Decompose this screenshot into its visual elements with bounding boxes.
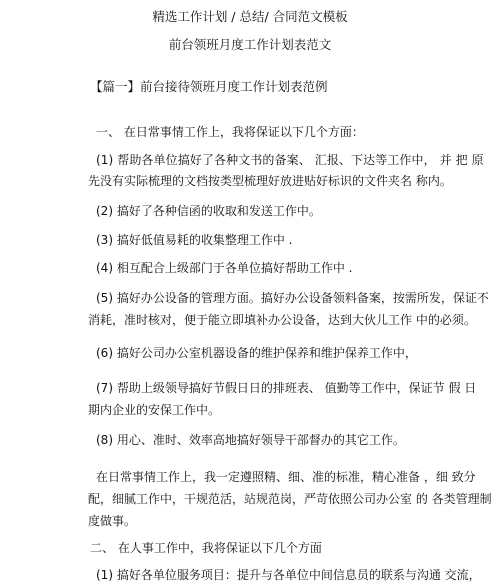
- paragraph-line: 二、 在人事工作中，我将保证以下几个方面: [90, 541, 322, 555]
- paragraph-line: 在日常事情工作上，我一定遵照精、细、准的标准，精心准备 ，细 致分: [96, 470, 476, 484]
- paragraph-line: (1) 搞好各单位服务项目：提升与各单位中间信息员的联系与沟通 交流，: [96, 568, 481, 582]
- paragraph-line: (7) 帮助上级领导搞好节假日日的排班表、 值勤等工作中，保证节 假 日: [96, 381, 477, 395]
- paragraph-line: 期内企业的安保工作中。: [88, 403, 221, 417]
- paragraph-line: (8) 用心、准时、效率高地搞好领导干部督办的其它工作。: [96, 433, 405, 447]
- paragraph-line: (2) 搞好了各种信函的收取和发送工作中。: [96, 204, 321, 218]
- paragraph-line: (5) 搞好办公设备的管理方面。搞好办公设备领料备案，按需所发，保证不: [96, 291, 489, 305]
- paragraph-line: 消耗，准时核对，便于能立即填补办公设备，达到大伙儿工作 中的必须。: [88, 313, 476, 327]
- paragraph-line: 先没有实际梳理的文档按类型梳理好放进贴好标识的文件夹名 称内。: [88, 174, 452, 188]
- paragraph-line: 配，细腻工作中，干规范活，站规范岗，严苛依照公司办公室 的 各类管理制: [88, 492, 492, 506]
- paragraph-line: (6) 搞好公司办公室机器设备的维护保养和维护保养工作中，: [96, 346, 417, 360]
- document-title: 前台领班月度工作计划表范文: [168, 37, 332, 52]
- paragraph-line: 一、 在日常事情工作上，我将保证以下几个方面：: [96, 125, 364, 139]
- section-heading: 【篇一】前台接待领班月度工作计划表范例: [90, 79, 328, 94]
- paragraph-line: 度做事。: [88, 514, 137, 528]
- paragraph-line: (1) 帮助各单位搞好了各种文书的备案、 汇报、下达等工作中， 并 把 原: [96, 153, 484, 167]
- document-header-line-1: 精选工作计划 / 总结/ 合同范文模板: [152, 9, 348, 24]
- paragraph-line: (3) 搞好低值易耗的收集整理工作中 .: [96, 233, 293, 247]
- paragraph-line: (4) 相互配合上级部门于各单位搞好帮助工作中 .: [96, 261, 353, 275]
